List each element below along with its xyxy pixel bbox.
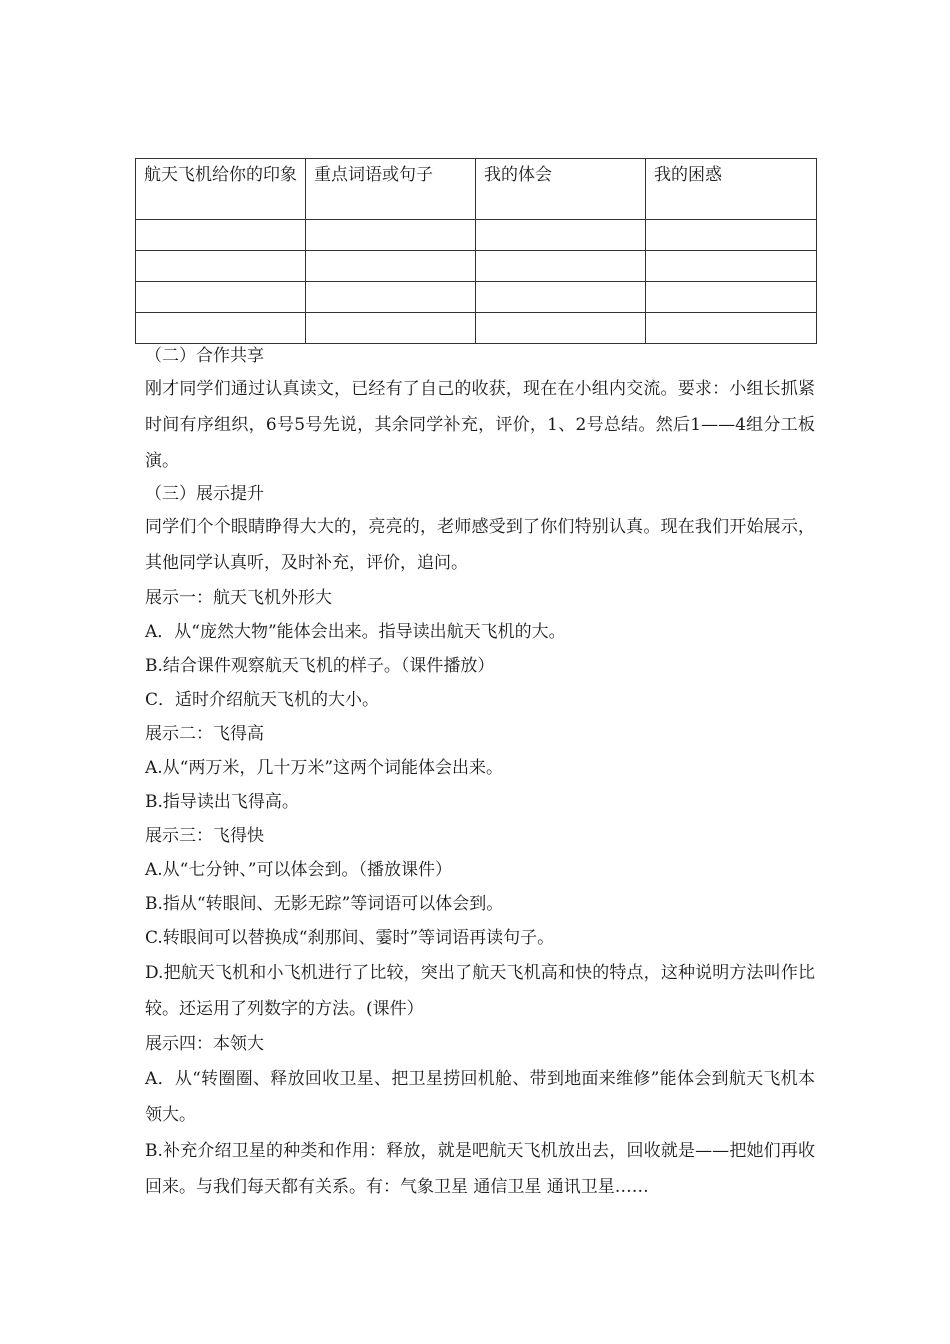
section-heading-presentation: （三）展示提升 xyxy=(145,484,264,504)
section-heading-cooperation: （二）合作共享 xyxy=(145,346,264,366)
table-cell xyxy=(646,313,817,344)
show-three-title: 展示三：飞得快 xyxy=(145,826,264,846)
table-cell xyxy=(476,220,646,251)
table-header-cell xyxy=(476,159,646,220)
table-row xyxy=(136,220,817,251)
show-three-item-d: D.把航天飞机和小飞机进行了比较，突出了航天飞机高和快的特点，这种说明方法叫作比较。还运用了列数字的方法。(课件） xyxy=(145,963,815,1019)
table-header-cell xyxy=(306,159,476,220)
table-cell xyxy=(476,251,646,282)
header-key-words: 重点词语或句子 xyxy=(314,165,433,185)
show-one-item-a: A．从“庞然大物”能体会出来。指导读出航天飞机的大。 xyxy=(145,622,566,642)
show-two-item-b: B.指导读出飞得高。 xyxy=(145,792,299,812)
table-cell xyxy=(306,220,476,251)
show-one-item-c: C．适时介绍航天飞机的大小。 xyxy=(145,690,380,710)
show-four-item-a: A．从“转圈圈、释放回收卫星、把卫星捞回机舱、带到地面来维修”能体会到航天飞机本领大。 xyxy=(145,1069,815,1125)
table-cell xyxy=(136,282,306,313)
show-three-item-a: A.从“七分钟、”可以体会到。（播放课件） xyxy=(145,860,453,880)
show-one-title: 展示一：航天飞机外形大 xyxy=(145,588,332,608)
show-one-item-b: B.结合课件观察航天飞机的样子。（课件播放） xyxy=(145,656,495,676)
table-cell xyxy=(646,282,817,313)
presentation-paragraph: 同学们个个眼睛睁得大大的，亮亮的，老师感受到了你们特别认真。现在我们开始展示，其他同学认真听，及时补充，评价，追问。 xyxy=(145,517,815,573)
table-cell xyxy=(136,251,306,282)
table-header-cell xyxy=(646,159,817,220)
table-cell xyxy=(306,313,476,344)
header-my-confusion: 我的困惑 xyxy=(654,165,722,185)
show-three-item-c: C.转眼间可以替换成“刹那间、霎时”等词语再读句子。 xyxy=(145,928,555,948)
table-cell xyxy=(306,282,476,313)
table-row xyxy=(136,251,817,282)
show-four-title: 展示四：本领大 xyxy=(145,1034,264,1054)
cooperation-paragraph: 刚才同学们通过认真读文，已经有了自己的收获，现在在小组内交流。要求：小组长抓紧时间有序组织，6号5号先说，其余同学补充，评价，1、2号总结。然后1——4组分工板演。 xyxy=(145,379,815,471)
table-cell xyxy=(646,220,817,251)
show-four-item-b: B.补充介绍卫星的种类和作用：释放，就是吧航天飞机放出去，回收就是——把她们再收回来。与我们每天都有关系。有：气象卫星 通信卫星 通讯卫星…… xyxy=(145,1141,815,1197)
table-cell xyxy=(306,251,476,282)
table-row xyxy=(136,313,817,344)
show-two-item-a: A.从“两万米，几十万米”这两个词能体会出来。 xyxy=(145,758,504,778)
table-cell xyxy=(646,251,817,282)
table-cell xyxy=(476,313,646,344)
show-two-title: 展示二：飞得高 xyxy=(145,724,264,744)
table-header-row xyxy=(136,159,817,220)
table-cell xyxy=(136,313,306,344)
header-impression: 航天飞机给你的印象 xyxy=(144,165,297,185)
lesson-content xyxy=(145,341,815,1205)
table-cell xyxy=(136,220,306,251)
table-header-cell xyxy=(136,159,306,220)
table-cell xyxy=(476,282,646,313)
show-three-item-b: B.指从“转眼间、无影无踪”等词语可以体会到。 xyxy=(145,894,504,914)
table-row xyxy=(136,282,817,313)
reading-record-table xyxy=(135,158,817,344)
header-my-feelings: 我的体会 xyxy=(484,165,552,185)
